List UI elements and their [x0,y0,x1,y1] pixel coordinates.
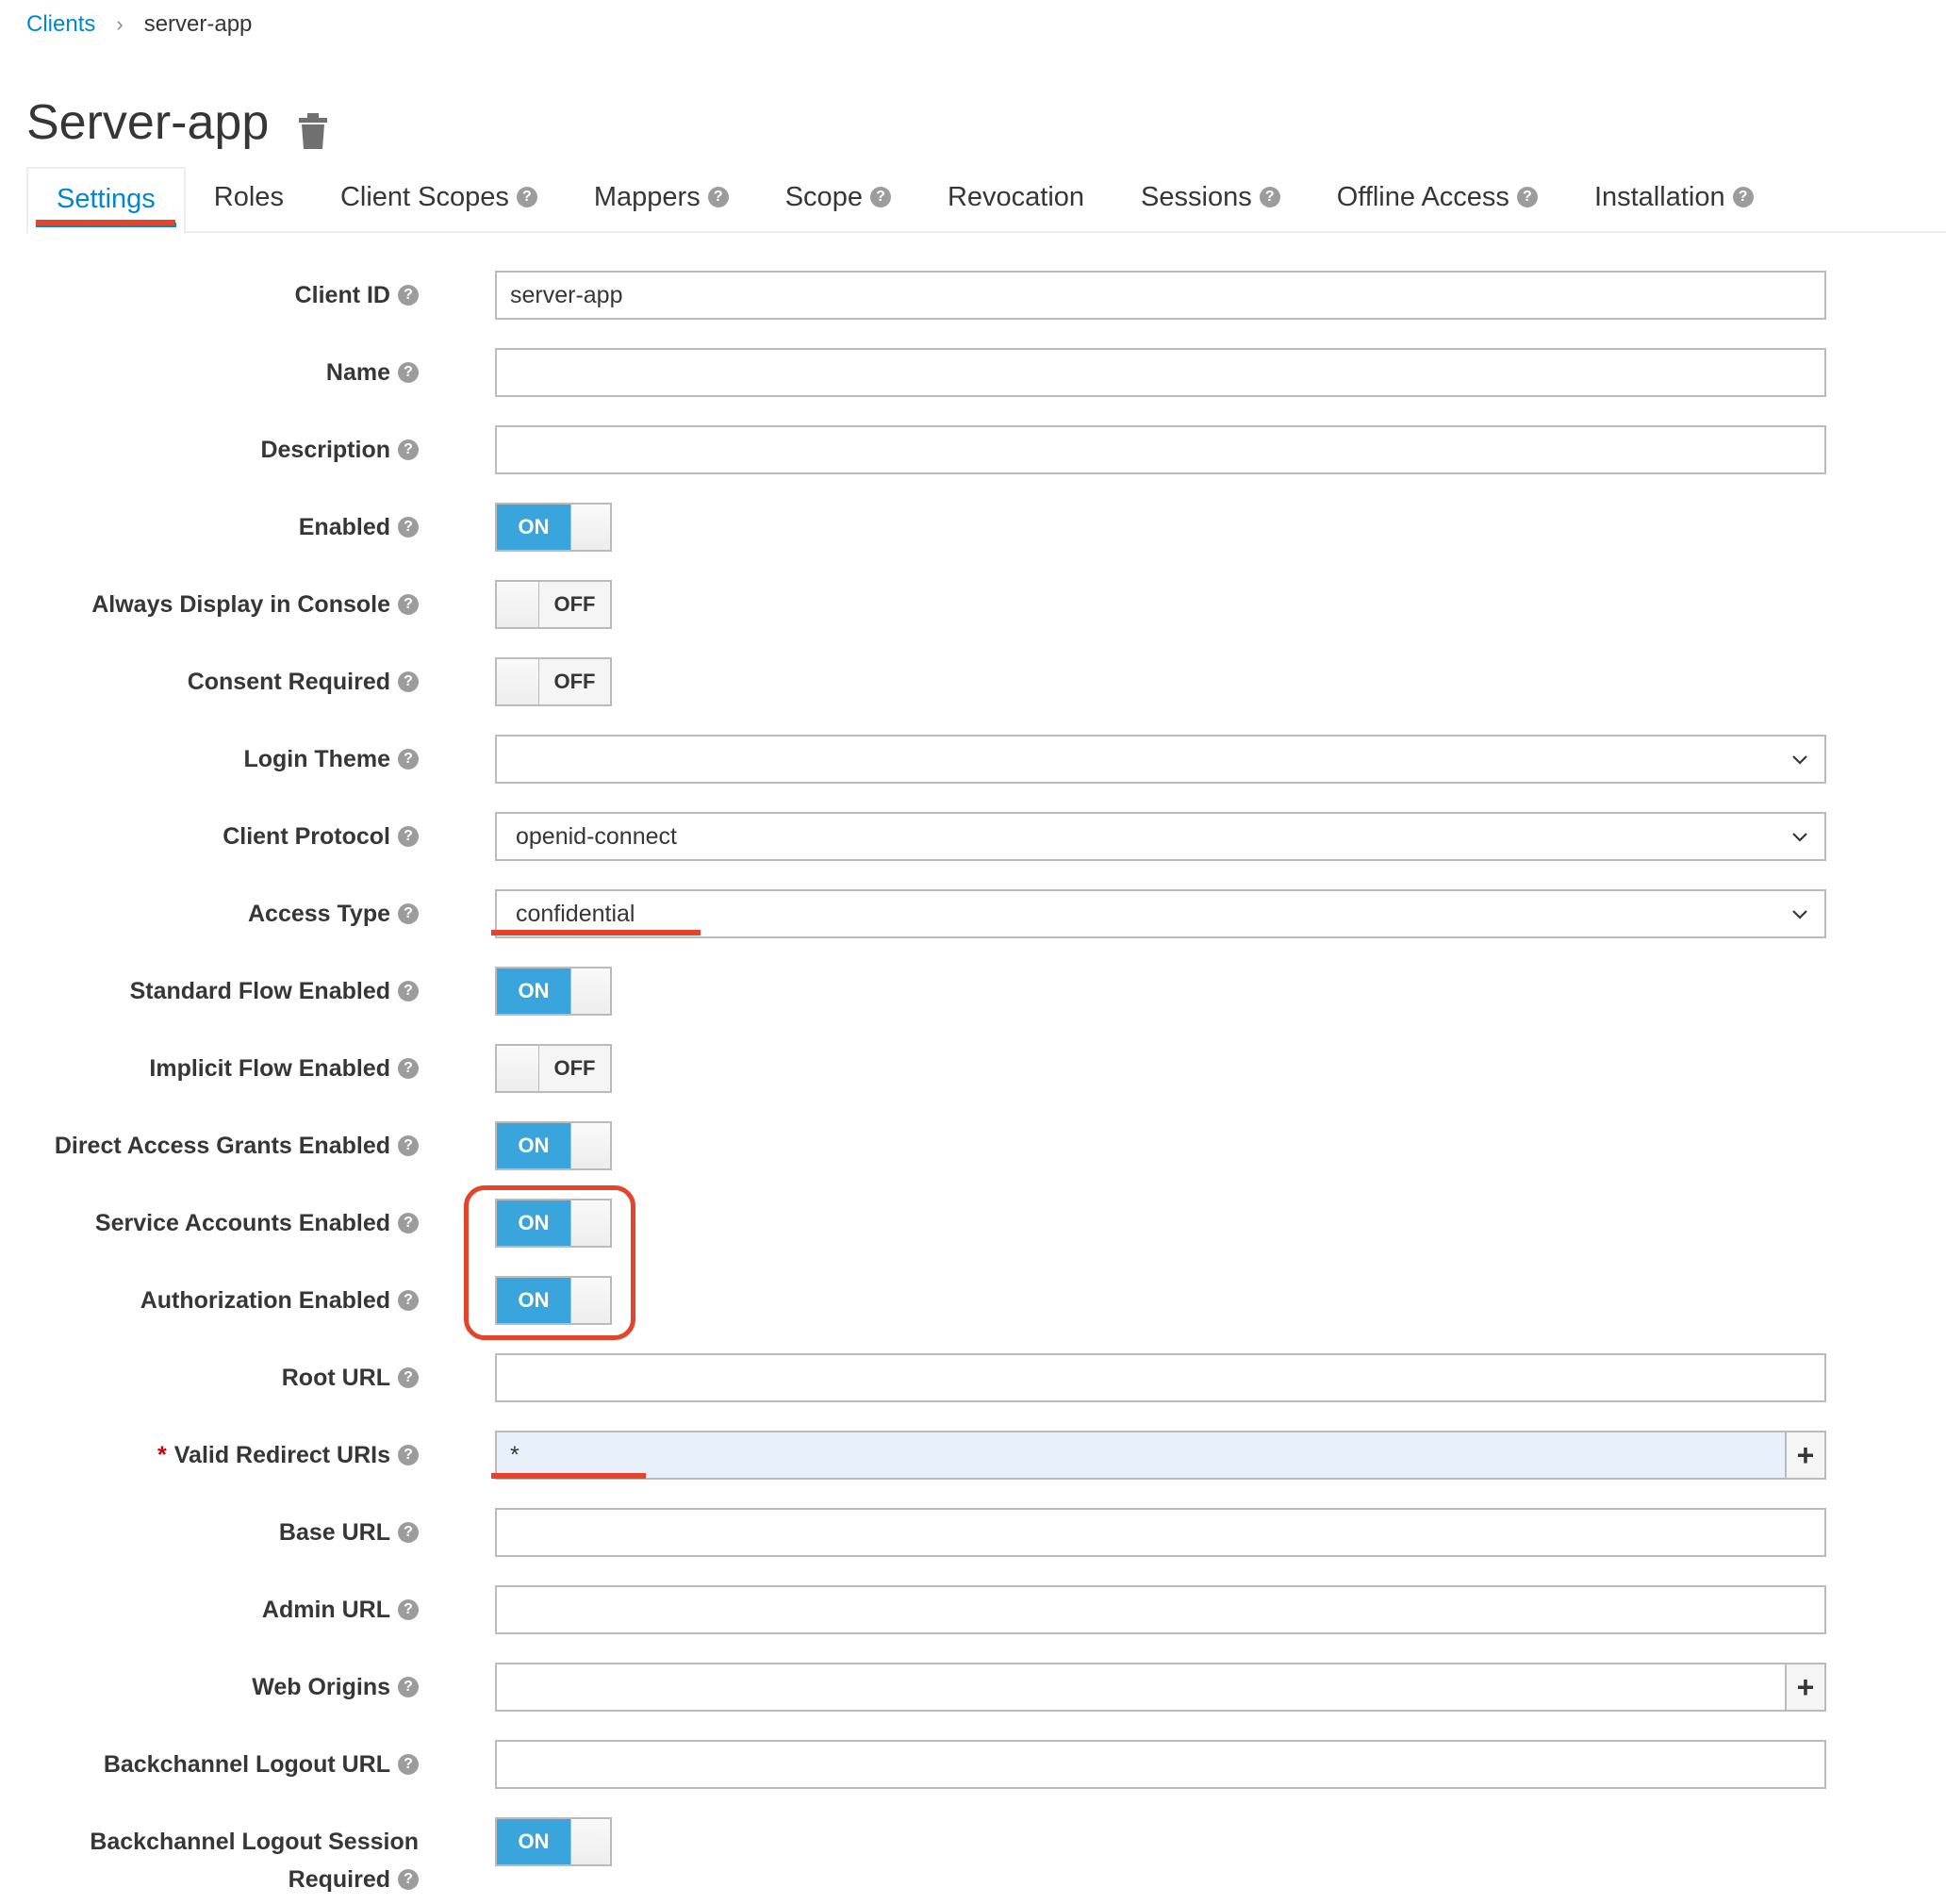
standard-flow-label: Standard Flow Enabled ? [130,967,419,1016]
help-circle-icon: ? [517,187,537,207]
trash-icon[interactable] [299,105,327,141]
login-theme-select[interactable] [495,735,1826,784]
direct-access-row [0,1121,1946,1170]
backchannel-url-input[interactable] [495,1740,1826,1789]
description-row [0,425,1946,474]
help-circle-icon[interactable]: ? [398,439,419,460]
page-title-row [26,94,327,151]
description-label: Description ? [260,425,419,474]
help-circle-icon[interactable]: ? [398,1135,419,1156]
implicit-flow-toggle[interactable]: OFF [495,1044,612,1093]
enabled-row [0,503,1946,552]
help-circle-icon: ? [708,187,729,207]
standard-flow-toggle[interactable]: ON [495,967,612,1016]
consent-required-toggle[interactable]: OFF [495,657,612,706]
help-circle-icon[interactable]: ? [398,749,419,770]
direct-access-toggle[interactable]: ON [495,1121,612,1170]
help-circle-icon[interactable]: ? [398,594,419,615]
valid-redirect-label: * Valid Redirect URIs ? [157,1431,419,1480]
help-circle-icon: ? [1517,187,1538,207]
backchannel-session-label-line2: Required ? [289,1855,419,1904]
help-circle-icon[interactable]: ? [398,981,419,1002]
enabled-label: Enabled ? [299,503,419,552]
help-circle-icon[interactable]: ? [398,1599,419,1620]
tab-installation[interactable] [1566,167,1782,231]
help-circle-icon[interactable]: ? [398,285,419,306]
tab-mappers-label: Mappers [593,182,701,212]
admin-url-row [0,1585,1946,1634]
admin-url-input[interactable] [495,1585,1826,1634]
required-mark: * [157,1441,167,1468]
always-display-row [0,580,1946,629]
help-circle-icon[interactable]: ? [398,903,419,924]
help-circle-icon[interactable]: ? [398,1058,419,1079]
help-circle-icon[interactable]: ? [398,826,419,847]
name-row [0,348,1946,397]
annotation-underline-access-type [491,930,701,935]
web-origins-label: Web Origins ? [252,1663,419,1712]
backchannel-session-toggle[interactable]: ON [495,1817,612,1866]
always-display-label: Always Display in Console ? [91,580,419,629]
annotation-underline-settings [36,220,175,225]
tab-sessions[interactable] [1113,167,1309,231]
tab-installation-label: Installation [1593,182,1725,212]
tab-offline-access[interactable] [1309,167,1566,231]
help-circle-icon: ? [1733,187,1754,207]
help-circle-icon: ? [1260,187,1280,207]
base-url-label: Base URL ? [279,1508,419,1557]
login-theme-label: Login Theme ? [243,735,419,784]
access-type-row [0,889,1946,938]
backchannel-url-row [0,1740,1946,1789]
client-id-row [0,271,1946,320]
breadcrumb [26,11,252,38]
always-display-toggle[interactable]: OFF [495,580,612,629]
page-title: Server-app [26,95,270,150]
help-circle-icon[interactable]: ? [398,671,419,692]
authorization-toggle[interactable]: ON [495,1276,612,1325]
help-circle-icon[interactable]: ? [398,1677,419,1697]
breadcrumb-separator: › [116,12,124,36]
tab-revocation-label: Revocation [947,182,1085,212]
annotation-underline-redirect [491,1473,646,1479]
name-label: Name ? [326,348,419,397]
backchannel-session-row [0,1817,1946,1893]
help-circle-icon[interactable]: ? [398,1522,419,1543]
plus-icon[interactable]: + [1785,1431,1826,1480]
client-protocol-label: Client Protocol ? [223,812,419,861]
login-theme-row [0,735,1946,784]
service-accounts-label: Service Accounts Enabled ? [95,1199,419,1248]
consent-required-row [0,657,1946,706]
root-url-input[interactable] [495,1353,1826,1402]
help-circle-icon[interactable]: ? [398,1754,419,1775]
help-circle-icon[interactable]: ? [398,1445,419,1465]
client-protocol-row [0,812,1946,861]
authorization-row [0,1276,1946,1325]
tab-client-scopes-label: Client Scopes [339,182,509,212]
chevron-down-icon [1790,827,1809,846]
help-circle-icon[interactable]: ? [398,517,419,538]
base-url-row [0,1508,1946,1557]
help-circle-icon[interactable]: ? [398,1367,419,1388]
access-type-select[interactable]: confidential [495,889,1826,938]
help-circle-icon: ? [870,187,891,207]
annotation-box-toggles [464,1185,635,1340]
plus-icon[interactable]: + [1785,1663,1826,1712]
valid-redirect-input[interactable]: * [495,1431,1787,1480]
standard-flow-row [0,967,1946,1016]
tab-revocation[interactable] [919,167,1113,231]
tab-roles-label: Roles [213,182,284,212]
tab-roles[interactable] [186,167,312,231]
web-origins-row [0,1663,1946,1712]
breadcrumb-clients-link[interactable]: Clients [26,11,96,37]
client-id-label: Client ID ? [295,271,419,320]
tab-settings-label: Settings [57,184,156,214]
consent-required-label: Consent Required ? [188,657,419,706]
tab-offline-access-label: Offline Access [1336,182,1509,212]
help-circle-icon[interactable]: ? [398,1290,419,1311]
description-input[interactable] [495,425,1826,474]
tab-scope-label: Scope [784,182,863,212]
tab-sessions-label: Sessions [1141,182,1252,212]
help-circle-icon[interactable]: ? [398,1869,419,1890]
chevron-down-icon [1790,750,1809,769]
root-url-label: Root URL ? [282,1353,419,1402]
tab-bar [26,167,1946,233]
chevron-down-icon [1790,904,1809,923]
name-input[interactable] [495,348,1826,397]
access-type-label: Access Type ? [248,889,419,938]
backchannel-session-label-line1: Backchannel Logout Session [90,1828,419,1855]
tab-client-scopes[interactable] [312,167,566,231]
service-accounts-row [0,1199,1946,1248]
client-id-input[interactable]: server-app [495,271,1826,320]
web-origins-input[interactable] [495,1663,1787,1712]
help-circle-icon[interactable]: ? [398,1213,419,1233]
client-protocol-select[interactable]: openid-connect [495,812,1826,861]
base-url-input[interactable] [495,1508,1826,1557]
implicit-flow-label: Implicit Flow Enabled ? [149,1044,419,1093]
authorization-label: Authorization Enabled ? [140,1276,419,1325]
enabled-toggle[interactable]: ON [495,503,612,552]
tab-scope[interactable] [757,167,919,231]
help-circle-icon[interactable]: ? [398,362,419,383]
backchannel-url-label: Backchannel Logout URL ? [104,1740,419,1789]
root-url-row [0,1353,1946,1402]
implicit-flow-row [0,1044,1946,1093]
service-accounts-toggle[interactable]: ON [495,1199,612,1248]
tab-mappers[interactable] [566,167,757,231]
direct-access-label: Direct Access Grants Enabled ? [55,1121,419,1170]
breadcrumb-current: server-app [143,11,253,37]
valid-redirect-row [0,1431,1946,1480]
admin-url-label: Admin URL ? [262,1585,419,1634]
